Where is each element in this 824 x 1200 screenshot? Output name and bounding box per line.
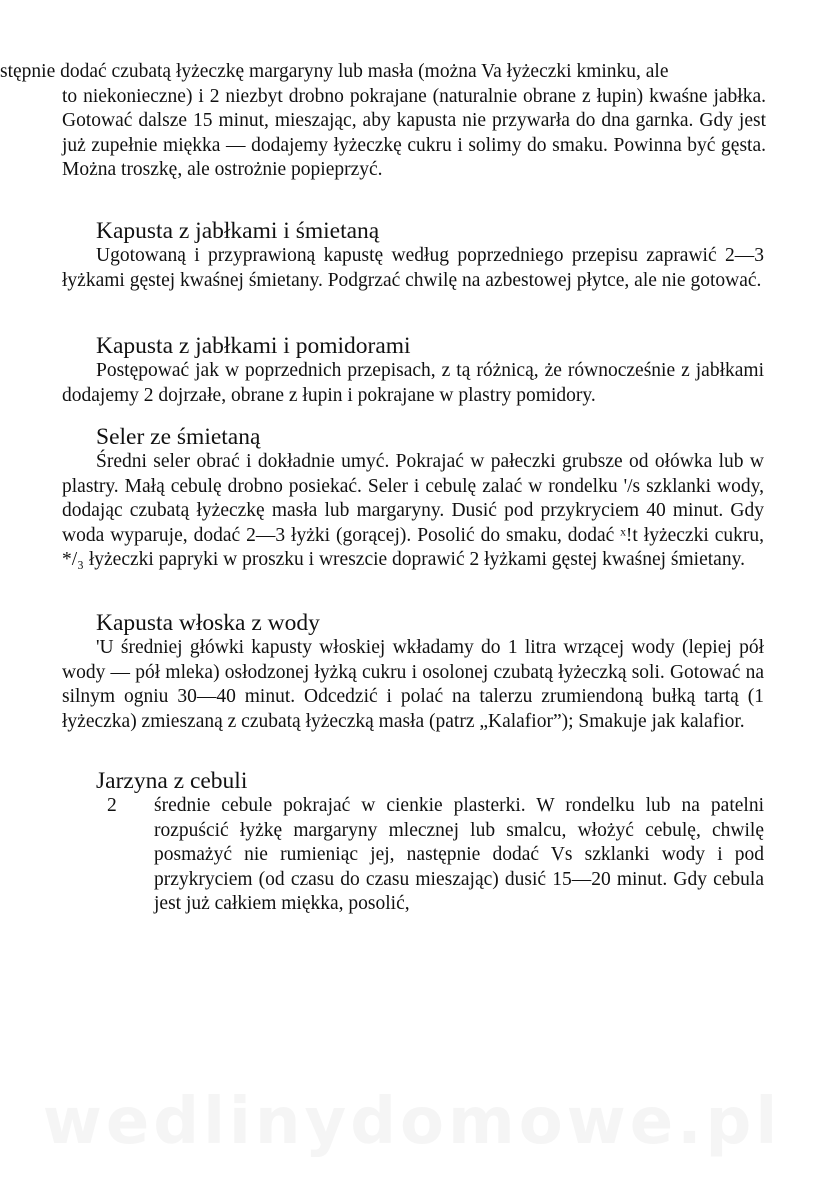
recipe-text: średnie cebule pokrajać w cienkie plasterki. W rondelku lub na patelni rozpuścić łyżkę margaryny mlecznej lub smalcu, włożyć cebulę, chwilę posmażyć nie rumieniąc jej, następnie dodać Vs szklanki wody i pod przykryciem (od czasu do czasu mieszając) dusić 15—20 minut. Gdy cebula jest już całkiem miękka, posolić, <box>154 795 764 914</box>
recipe-title: Seler ze śmietaną <box>96 424 261 450</box>
recipe-seler-smietana <box>62 424 764 573</box>
recipe-text-block <box>62 794 764 917</box>
recipe-title: Kapusta włoska z wody <box>96 610 320 636</box>
recipe-kapusta-wloska <box>62 610 764 734</box>
ingredient-quantity: 2 <box>107 795 117 816</box>
recipe-text: Średni seler obrać i dokładnie umyć. Pokrajać w pałeczki grubsze od ołówka lub w plastry. Małą cebulę drobno posiekać. Seler i cebulę zalać w rondelku '/s szklanki wody, dodając czubatą łyżeczkę masła lub margaryny. Dusić pod przykryciem 40 minut. Gdy woda wyparuje, dodać 2—3 łyżki (gorącej). Posolić do smaku, dodać ˣ!t łyżeczki cukru, */₃ łyżeczki papryki w proszku i wreszcie doprawić 2 łyżkami gęstej kwaśnej śmietany. <box>62 451 764 570</box>
intro-paragraph <box>0 60 766 183</box>
watermark: wedlinydomowe.pl <box>42 1085 782 1159</box>
recipe-title: Jarzyna z cebuli <box>96 768 248 794</box>
recipe-title: Kapusta z jabłkami i śmietaną <box>96 218 380 244</box>
recipe-kapusta-smietana <box>62 218 764 293</box>
recipe-text: Ugotowaną i przyprawioną kapustę według poprzedniego przepisu zaprawić 2—3 łyżkami gęstej kwaśnej śmietany. Podgrzać chwilę na azbestowej płytce, ale nie gotować. <box>62 245 764 291</box>
recipe-title: Kapusta z jabłkami i pomidorami <box>96 333 411 359</box>
intro-first-line: stępnie dodać czubatą łyżeczkę margaryny lub masła (można Va łyżeczki kminku, ale <box>0 61 669 82</box>
recipe-text: 'U średniej główki kapusty włoskiej wkładamy do 1 litra wrzącej wody (lepiej pół wody — pół mleka) osłodzonej łyżką cukru i osolonej czubatą łyżeczką soli. Gotować na silnym ogniu 30—40 minut. Odcedzić i polać na talerzu zrumiendoną bułką tartą (1 łyżeczka) zmieszaną z czubatą łyżeczką masła (patrz „Kalafior”); Smakuje jak kalafior. <box>62 637 764 732</box>
recipe-text: Postępować jak w poprzednich przepisach, z tą różnicą, że równocześnie z jabłkami dodajemy 2 dojrzałe, obrane z łupin i pokrajane w plastry pomidory. <box>62 360 764 406</box>
intro-continuation: to niekonieczne) i 2 niezbyt drobno pokrajane (naturalnie obrane z łupin) kwaśne jabłka. Gotować dalsze 15 minut, mieszając, aby kapusta nie przywarła do dna garnka. Gdy jest już zupełnie miękka — dodajemy łyżeczkę cukru i solimy do smaku. Powinna być gęsta. Można troszkę, ale ostrożnie popieprzyć. <box>62 85 766 180</box>
recipe-jarzyna-cebuli <box>62 768 764 917</box>
recipe-kapusta-pomidory <box>62 333 764 408</box>
